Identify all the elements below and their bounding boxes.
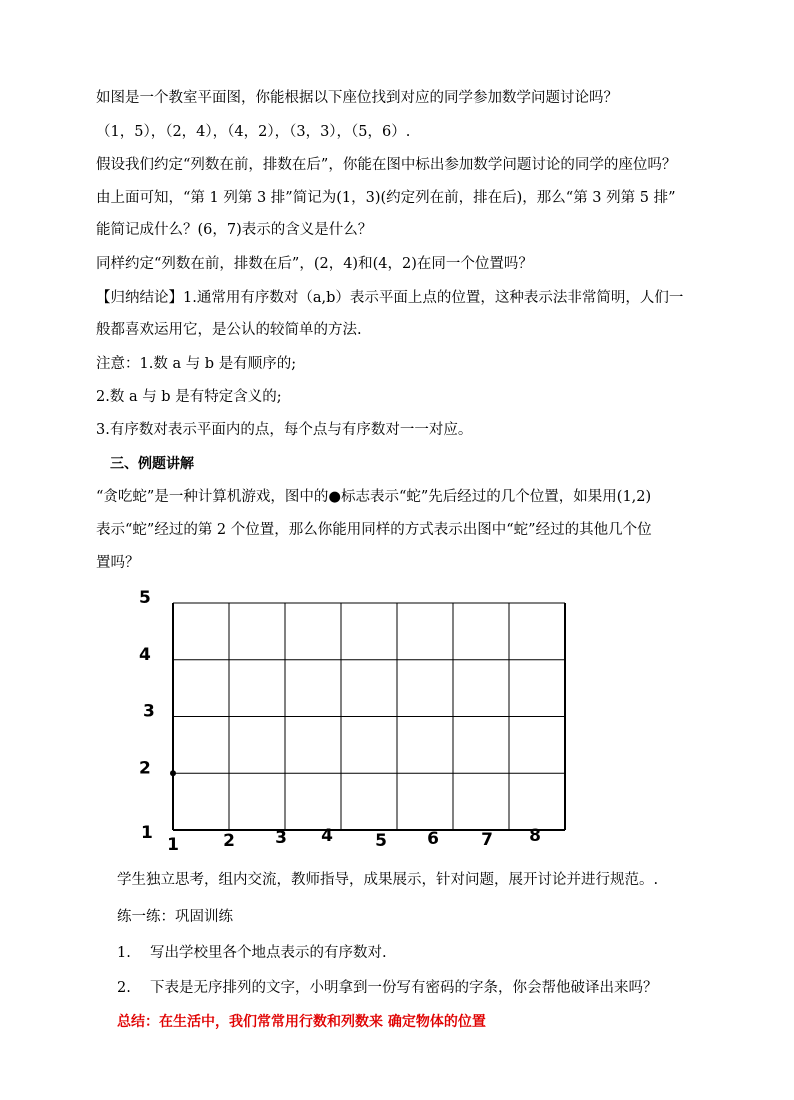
summary: 总结：在生活中，我们常常用行数和列数来 确定物体的位置 [117,1014,486,1030]
p12: “贪吃蛇”是一种计算机游戏，图中的●标志表示“蛇”先后经过的几个位置，如果用(1,2) [96,489,652,505]
p16: 练一练：巩固训练 [117,909,233,925]
y-tick-label: 3 [143,701,155,722]
y-tick-label: 2 [139,758,151,779]
p5: 能简记成什么？(6，7)表示的含义是什么？ [96,222,373,238]
p15: 学生独立思考，组内交流，教师指导，成果展示，针对问题，展开讨论并进行规范。. [117,872,659,888]
y-tick-label: 5 [139,588,151,608]
p17: 1. 写出学校里各个地点表示的有序数对. [117,945,387,961]
snake-point [170,770,176,776]
p2: （1，5），（2，4），（4，2），（3，3），（5，6）. [96,124,411,140]
p4: 由上面可知，“第 1 列第 3 排”简记为(1，3)(约定列在前，排在后)，那么“第 3 列第 5 排” [96,190,676,206]
x-tick-label: 1 [167,835,179,855]
p11: 3.有序数对表示平面内的点，每个点与有序数对一一对应。 [96,422,473,438]
x-tick-label: 3 [275,828,287,848]
x-tick-label: 6 [427,829,439,849]
p1: 如图是一个教室平面图，你能根据以下座位找到对应的同学参加数学问题讨论吗？ [96,90,618,106]
y-tick-label: 4 [139,644,151,665]
p13: 表示“蛇”经过的第 2 个位置，那么你能用同样的方式表示出图中“蛇”经过的其他几个位 [96,522,652,538]
p9: 注意：1.数 a 与 b 是有顺序的; [96,356,297,372]
x-tick-label: 5 [375,831,387,851]
y-tick-label: 1 [141,823,153,843]
x-tick-label: 7 [481,830,493,850]
p3: 假设我们约定“列数在前，排数在后”，你能在图中标出参加数学问题讨论的同学的座位吗？ [96,157,677,173]
p10: 2.数 a 与 b 是有特定含义的; [96,389,282,405]
x-tick-label: 8 [529,826,541,846]
p18: 2. 下表是无序排列的文字，小明拿到一份写有密码的字条，你会帮他破译出来吗？ [117,980,658,996]
p6: 同样约定“列数在前，排数在后”，(2，4)和(4，2)在同一个位置吗？ [96,256,533,272]
section-heading: 三、例题讲解 [110,456,194,472]
grid-svg [125,585,595,860]
x-tick-label: 4 [321,826,333,846]
snake-grid-figure [125,585,595,860]
p14: 置吗？ [96,555,140,571]
p7: 【归纳结论】1.通常用有序数对（a,b）表示平面上点的位置，这种表示法非常简明，人们一 [96,290,684,306]
p8: 般都喜欢运用它，是公认的较简单的方法. [96,322,362,338]
x-tick-label: 2 [223,831,235,851]
